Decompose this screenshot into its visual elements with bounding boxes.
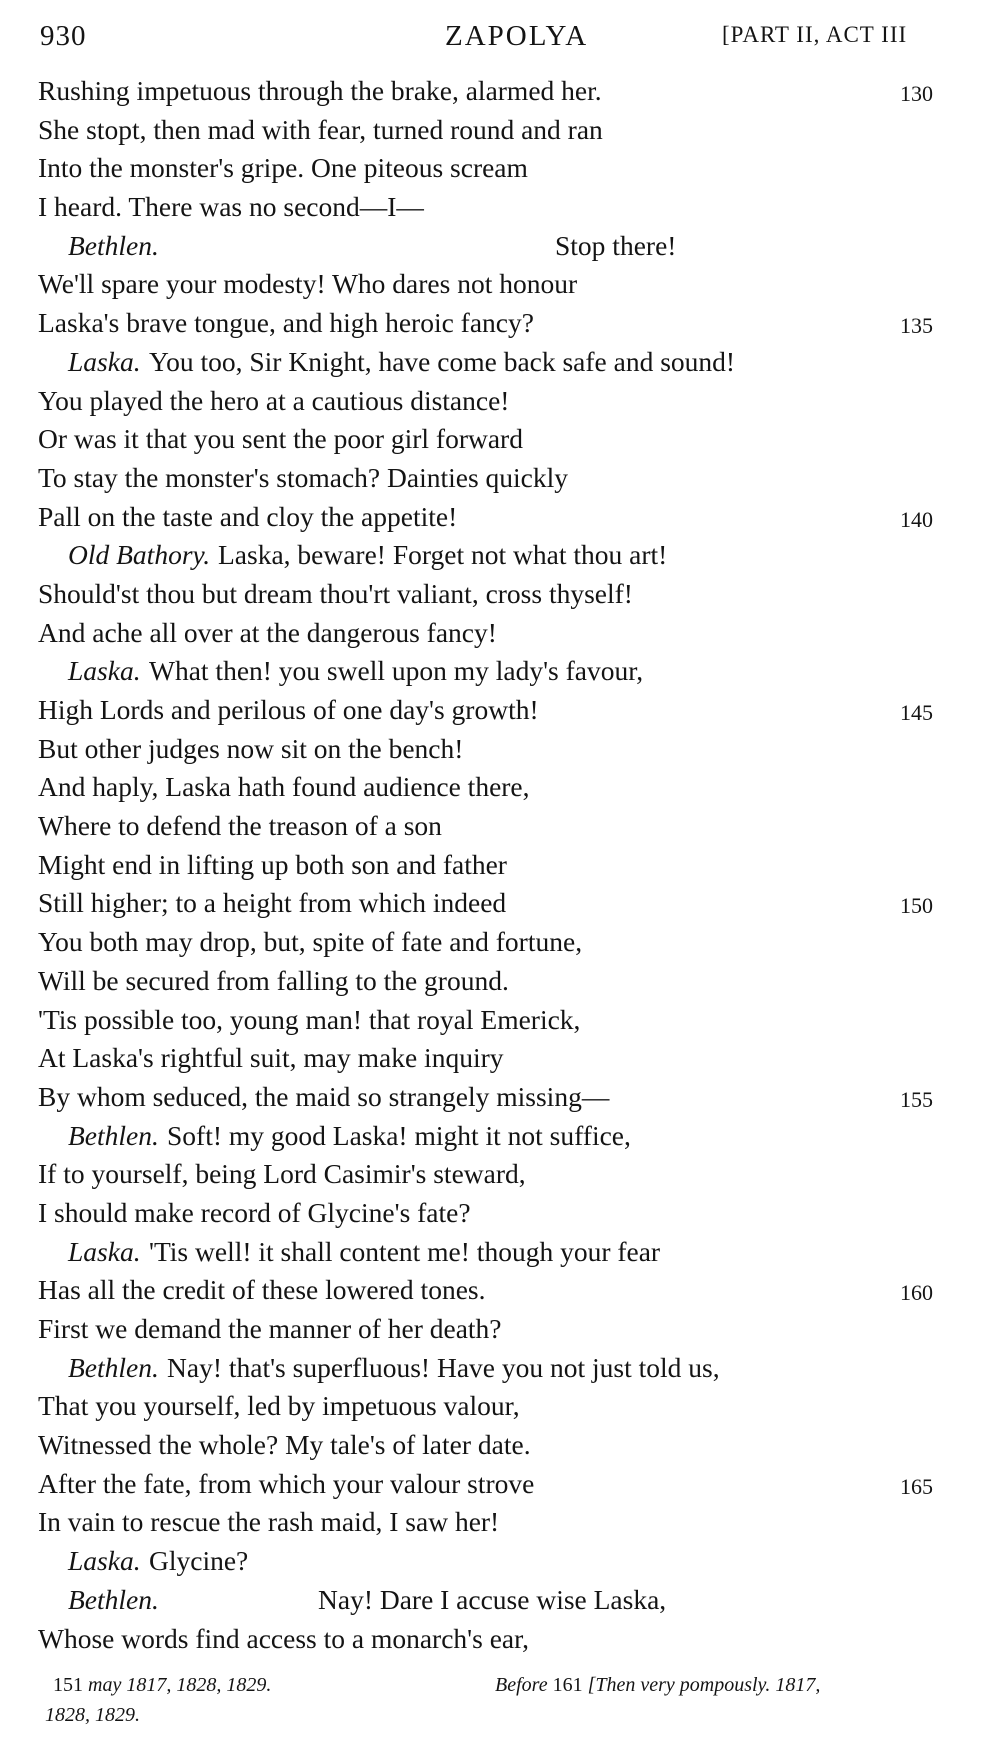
verse-line bbox=[0, 1194, 1000, 1233]
line-text: Where to defend the treason of a son bbox=[38, 810, 442, 842]
speaker-name: Bethlen. bbox=[68, 229, 159, 261]
verse-line bbox=[0, 1581, 1000, 1620]
verse-line bbox=[0, 1426, 1000, 1465]
line-number: 140 bbox=[900, 506, 933, 532]
verse-line bbox=[0, 1271, 1000, 1310]
line-text: Rushing impetuous through the brake, alarmed her. bbox=[38, 75, 602, 106]
verse-line bbox=[0, 72, 1000, 111]
line-number: 150 bbox=[900, 893, 933, 919]
line-text: Soft! my good Laska! might it not suffice, bbox=[167, 1119, 631, 1151]
line-text: Might end in lifting up both son and father bbox=[38, 848, 507, 880]
verse-line bbox=[0, 382, 1000, 421]
line-text: By whom seduced, the maid so strangely missing— bbox=[38, 1080, 610, 1112]
page-title: ZAPOLYA bbox=[445, 20, 589, 52]
verse-line bbox=[0, 1233, 1000, 1272]
verse-line bbox=[0, 1155, 1000, 1194]
speaker-name: Laska. bbox=[68, 345, 141, 377]
line-text: I should make record of Glycine's fate? bbox=[38, 1196, 471, 1228]
line-text: If to yourself, being Lord Casimir's steward, bbox=[38, 1158, 526, 1190]
line-text: But other judges now sit on the bench! bbox=[38, 732, 464, 764]
verse-line bbox=[0, 807, 1000, 846]
speaker-name: Bethlen. bbox=[68, 1583, 159, 1615]
line-text: You both may drop, but, spite of fate and fortune, bbox=[38, 926, 583, 958]
line-text: What then! you swell upon my lady's favour, bbox=[149, 655, 644, 687]
verse-line bbox=[0, 1039, 1000, 1078]
speaker-name: Laska. bbox=[68, 1235, 141, 1267]
footnote-continuation bbox=[45, 1700, 140, 1730]
line-text: That you yourself, led by impetuous valour, bbox=[38, 1390, 520, 1422]
line-text: At Laska's rightful suit, may make inquiry bbox=[38, 1042, 504, 1074]
line-text: Glycine? bbox=[149, 1545, 249, 1577]
verse-line bbox=[0, 1310, 1000, 1349]
line-text: High Lords and perilous of one day's growth! bbox=[38, 694, 539, 725]
verse-line bbox=[0, 691, 1000, 730]
line-number: 160 bbox=[900, 1280, 933, 1306]
verse-line bbox=[0, 1001, 1000, 1040]
line-text: And haply, Laska hath found audience there, bbox=[38, 771, 530, 803]
section-label: [PART II, ACT III bbox=[722, 22, 908, 47]
verse-line bbox=[0, 111, 1000, 150]
speaker-name: Old Bathory. bbox=[68, 539, 211, 571]
verse-line bbox=[0, 846, 1000, 885]
footnote-right-text: [Then very pompously. 1817, bbox=[587, 1674, 821, 1696]
line-text: Pall on the taste and cloy the appetite! bbox=[38, 500, 458, 532]
verse-line bbox=[0, 420, 1000, 459]
line-text: To stay the monster's stomach? Dainties quickly bbox=[38, 461, 569, 493]
running-header bbox=[40, 20, 940, 60]
verse-line bbox=[0, 575, 1000, 614]
footnote-right bbox=[495, 1670, 820, 1700]
verse-line bbox=[0, 1078, 1000, 1117]
line-text: I heard. There was no second—I— bbox=[38, 191, 424, 223]
line-text: Stop there! bbox=[555, 229, 677, 261]
line-text: Has all the credit of these lowered tones. bbox=[38, 1274, 486, 1306]
verse-line bbox=[0, 768, 1000, 807]
verse-line bbox=[0, 1117, 1000, 1156]
verse-line bbox=[0, 923, 1000, 962]
verse-line bbox=[0, 1387, 1000, 1426]
speaker-name: Bethlen. bbox=[68, 1119, 159, 1151]
verse-line bbox=[0, 188, 1000, 227]
line-text: You too, Sir Knight, have come back safe and sound! bbox=[149, 345, 736, 377]
verse-line bbox=[0, 343, 1000, 382]
verse-line bbox=[0, 1349, 1000, 1388]
line-text: Will be secured from falling to the ground. bbox=[38, 964, 509, 996]
verse-text bbox=[0, 72, 1000, 1658]
speaker-name: Bethlen. bbox=[68, 1351, 159, 1383]
line-text: Should'st thou but dream thou'rt valiant, cross thyself! bbox=[38, 577, 633, 609]
verse-line bbox=[0, 459, 1000, 498]
verse-line bbox=[0, 227, 1000, 266]
verse-line bbox=[0, 149, 1000, 188]
verse-line bbox=[0, 884, 1000, 923]
line-number: 165 bbox=[900, 1473, 933, 1499]
line-number: 155 bbox=[900, 1086, 933, 1112]
line-text: Into the monster's gripe. One piteous scream bbox=[38, 152, 528, 184]
line-text: 'Tis well! it shall content me! though your fear bbox=[149, 1235, 661, 1267]
verse-line bbox=[0, 1620, 1000, 1659]
verse-line bbox=[0, 304, 1000, 343]
verse-line bbox=[0, 498, 1000, 537]
speaker-name: Laska. bbox=[68, 1545, 141, 1577]
line-text: In vain to rescue the rash maid, I saw her! bbox=[38, 1506, 500, 1538]
line-text: Witnessed the whole? My tale's of later date. bbox=[38, 1429, 531, 1461]
line-text: Nay! that's superfluous! Have you not just told us, bbox=[167, 1351, 720, 1383]
line-text: 'Tis possible too, young man! that royal Emerick, bbox=[38, 1003, 581, 1035]
verse-line bbox=[0, 962, 1000, 1001]
line-number: 130 bbox=[900, 81, 933, 106]
line-text: Still higher; to a height from which indeed bbox=[38, 887, 507, 919]
line-number: 135 bbox=[900, 313, 933, 339]
line-text: Laska's brave tongue, and high heroic fancy? bbox=[38, 307, 534, 339]
verse-line bbox=[0, 536, 1000, 575]
footnote-left bbox=[53, 1670, 271, 1700]
verse-line bbox=[0, 1465, 1000, 1504]
footnote-right-number: 161 bbox=[552, 1674, 583, 1696]
line-text: Nay! Dare I accuse wise Laska, bbox=[318, 1583, 667, 1615]
line-number: 145 bbox=[900, 700, 933, 725]
footnote-continuation-text: 1828, 1829. bbox=[45, 1704, 140, 1726]
verse-line bbox=[0, 730, 1000, 769]
page-number: 930 bbox=[40, 20, 87, 52]
verse-line bbox=[0, 652, 1000, 691]
speaker-name: Laska. bbox=[68, 655, 141, 687]
line-text: And ache all over at the dangerous fancy! bbox=[38, 616, 497, 648]
footnote-left-number: 151 bbox=[53, 1674, 83, 1696]
line-text: You played the hero at a cautious distance! bbox=[38, 384, 510, 416]
footnote-left-text: may 1817, 1828, 1829. bbox=[88, 1674, 272, 1696]
line-text: First we demand the manner of her death? bbox=[38, 1313, 502, 1344]
line-text: Or was it that you sent the poor girl forward bbox=[38, 423, 523, 455]
verse-line bbox=[0, 1503, 1000, 1542]
line-text: She stopt, then mad with fear, turned round and ran bbox=[38, 113, 603, 145]
line-text: We'll spare your modesty! Who dares not honour bbox=[38, 268, 578, 300]
footnote-right-prefix: Before bbox=[495, 1674, 548, 1696]
line-text: After the fate, from which your valour strove bbox=[38, 1467, 535, 1499]
line-text: Laska, beware! Forget not what thou art! bbox=[218, 539, 668, 571]
verse-line bbox=[0, 614, 1000, 653]
verse-line bbox=[0, 1542, 1000, 1581]
line-text: Whose words find access to a monarch's ear, bbox=[38, 1622, 530, 1654]
verse-line bbox=[0, 265, 1000, 304]
